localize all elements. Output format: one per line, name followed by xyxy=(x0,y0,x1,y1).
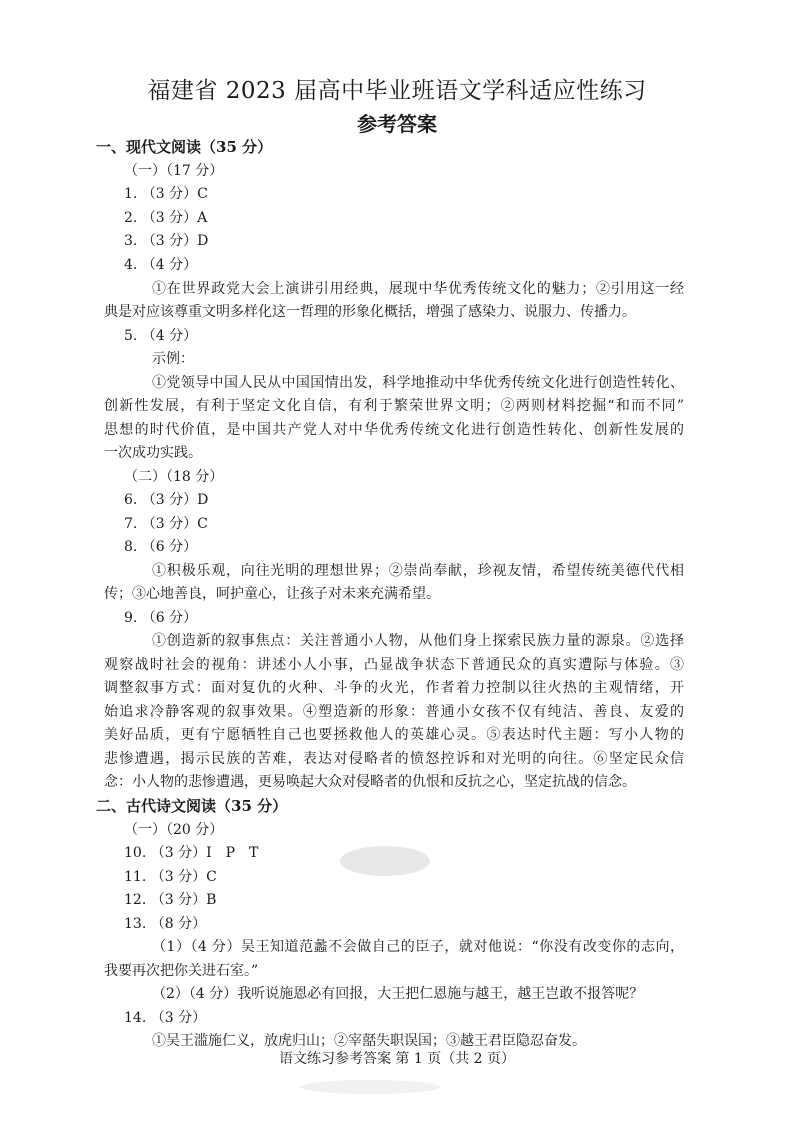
answer-text: 始追求冷静客观的叙事效果。④塑造新的形象：普通小女孩不仅有纯洁、善良、友爱的 xyxy=(104,704,684,720)
part-heading: （二）（18 分） xyxy=(124,469,224,485)
scan-smudge xyxy=(340,846,430,876)
example-label: 示例： xyxy=(152,351,194,367)
answer-q2: 2. （3 分）A xyxy=(124,210,208,226)
answer-text: ①创造新的叙事焦点：关注普通小人物，从他们身上探索民族力量的源泉。②选择 xyxy=(152,633,684,649)
answer-q7: 7. （3 分）C xyxy=(124,516,208,532)
answer-q11: 11. （3 分）C xyxy=(124,869,217,885)
answer-q13: 13. （8 分） xyxy=(124,916,207,932)
answer-q12: 12. （3 分）B xyxy=(124,892,217,908)
answer-q6: 6. （3 分）D xyxy=(124,492,209,508)
answer-q8: 8. （6 分） xyxy=(124,539,198,555)
answer-q3: 3. （3 分）D xyxy=(124,233,209,249)
answer-text: ①吴王滥施仁义，放虎归山；②宰嚭失职误国；③越王君臣隐忍奋发。 xyxy=(152,1033,586,1049)
answer-q9: 9. （6 分） xyxy=(124,610,198,626)
document-title: 福建省 2023 届高中毕业班语文学科适应性练习 xyxy=(147,78,647,104)
answer-text: 我要再次把你关进石室。” xyxy=(104,963,259,979)
answer-q14: 14. （3 分） xyxy=(124,1010,207,1026)
answer-text: 思想的时代价值，是中国共产党人对中华优秀传统文化进行创造性转化、创新性发展的 xyxy=(104,422,684,438)
answer-text: ①党领导中国人民从中国国情出发，科学地推动中华优秀传统文化进行创造性转化、 xyxy=(152,375,684,391)
answer-q4: 4. （4 分） xyxy=(124,257,198,273)
document-subtitle: 参考答案 xyxy=(357,112,437,136)
answer-q10: 10. （3 分）I P T xyxy=(124,845,259,861)
answer-text: （1）（4 分）吴王知道范蠡不会做自己的臣子，就对他说：“你没有改变你的志向， xyxy=(152,939,684,955)
answer-text: 典是对应该尊重文明多样化这一哲理的形象化概括，增强了感染力、说服力、传播力。 xyxy=(104,304,636,320)
page-footer: 语文练习参考答案 第 1 页（共 2 页） xyxy=(278,1051,516,1067)
answer-text: 调整叙事方式：面对复仇的火种、斗争的火光，作者着力控制以往火热的主观情绪，开 xyxy=(104,680,684,696)
answer-text: ①在世界政党大会上演讲引用经典，展现中华优秀传统文化的魅力；②引用这一经 xyxy=(152,281,684,297)
answer-text: 传；③心地善良，呵护童心，让孩子对未来充满希望。 xyxy=(104,586,440,602)
answer-text: （2）（4 分）我听说施恩必有回报，大王把仁恩施与越王，越王岂敢不报答呢？ xyxy=(152,986,644,1002)
section-heading-classical-reading: 二、古代诗文阅读（35 分） xyxy=(96,797,288,815)
answer-text: 一次成功实践。 xyxy=(104,445,202,461)
answer-q1: 1. （3 分）C xyxy=(124,186,208,202)
section-heading-modern-reading: 一、现代文阅读（35 分） xyxy=(96,138,273,156)
part-heading: （一）（20 分） xyxy=(124,822,224,838)
scan-smudge xyxy=(300,1080,440,1094)
answer-text: 念：小人物的悲惨遭遇，更易唤起大众对侵略者的仇恨和反抗之心，坚定抗战的信念。 xyxy=(104,774,636,790)
answer-text: 创新性发展，有利于坚定文化自信，有利于繁荣世界文明；②两则材料挖掘“和而不同” xyxy=(104,398,684,414)
answer-text: ①积极乐观，向往光明的理想世界；②崇尚奉献，珍视友情，希望传统美德代代相 xyxy=(152,563,684,579)
answer-text: 美好品质，更有宁愿牺牲自己也要拯救他人的英雄心灵。⑤表达时代主题：写小人物的 xyxy=(104,727,684,743)
answer-q5: 5. （4 分） xyxy=(124,328,198,344)
answer-text: 悲惨遭遇，揭示民族的苦难，表达对侵略者的愤怒控诉和对光明的向往。⑥坚定民众信 xyxy=(104,751,684,767)
part-heading: （一）（17 分） xyxy=(124,163,224,179)
answer-text: 观察战时社会的视角：讲述小人小事，凸显战争状态下普通民众的真实遭际与体验。③ xyxy=(104,657,684,673)
